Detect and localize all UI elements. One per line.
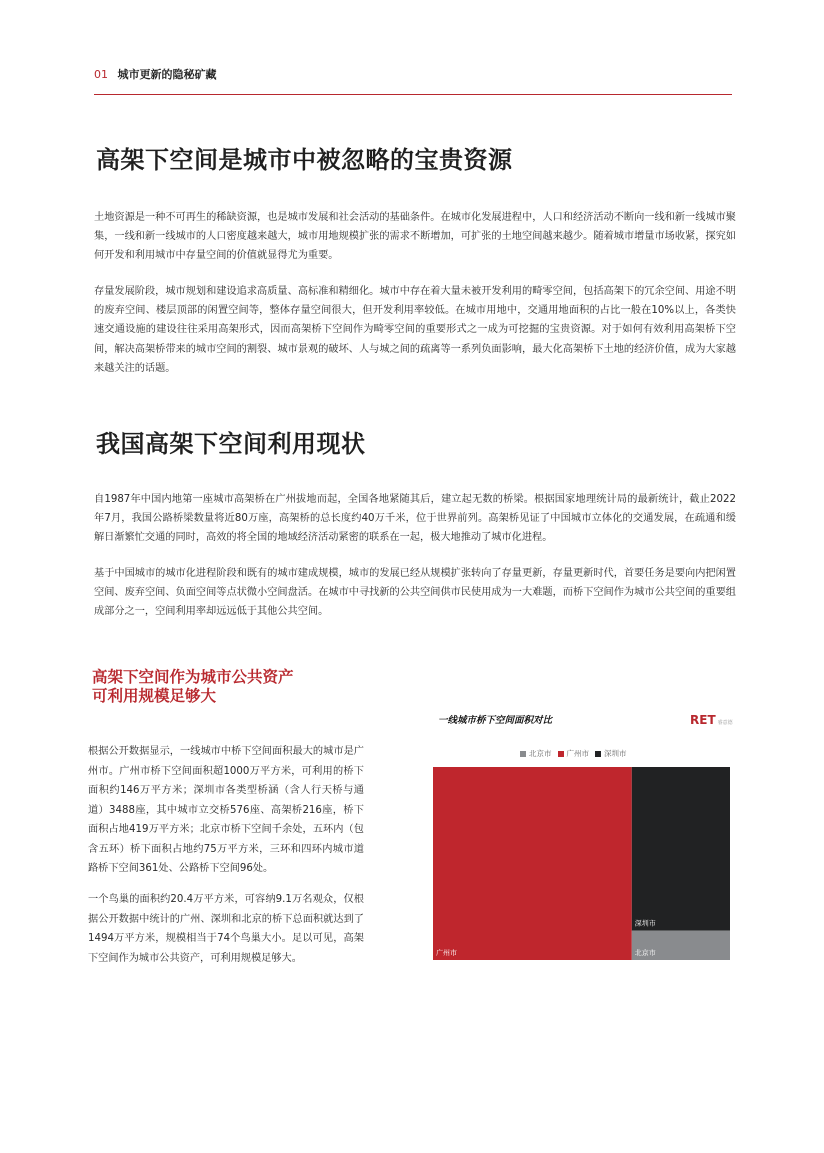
paragraph: 一个鸟巢的面积约20.4万平方米，可容纳9.1万名观众，仅根据公开数据中统计的广州、深圳和北京的桥下总面积就达到了1494万平方米，规模相当于74个鸟巢大小。足以可见，高架下空间作为城市公共资产，可利用规模足够大。 — [88, 894, 364, 964]
logo-subtext: 睿意德 — [717, 720, 733, 726]
logo-text: RET — [690, 713, 716, 727]
subheading-line-1: 高架下空间作为城市公共资产 — [92, 668, 294, 686]
treemap-cell — [433, 767, 632, 960]
legend-swatch — [520, 751, 526, 757]
legend-label: 深圳市 — [604, 749, 627, 758]
section-number: 01 — [94, 68, 108, 81]
paragraph: 土地资源是一种不可再生的稀缺资源，也是城市发展和社会活动的基础条件。在城市化发展进程中，人口和经济活动不断向一线和新一线城市聚集，一线和新一线城市的人口密度越来越大，城市用地规模扩张的需求不断增加，可扩张的土地空间越来越少。随着城市增量市场收紧，探究如何开发和利用城市中存量空间的价值就显得尤为重要。 — [94, 212, 736, 262]
paragraph: 存量发展阶段，城市规划和建设追求高质量、高标准和精细化。城市中存在着大量未被开发利用的畸零空间，包括高架下的冗余空间、用途不明的废弃空间、楼层顶部的闲置空间等，整体存量空间很大，但开发利用率较低。在城市用地中，交通用地面积的占比一般在10%以上，各类快速交通设施的建设往往采用高架形式，因而高架桥下空间作为畸零空间的重要形式之一成为可挖掘的宝贵资源。对于如何有效利用高架桥下空间，解决高架桥带来的城市空间的割裂、城市景观的破坏、人与城之间的疏离等一系列负面影响，最大化高架桥下土地的经济价值，成为大家越来越关注的话题。 — [94, 286, 736, 374]
treemap-chart — [433, 767, 730, 960]
chart-legend — [520, 748, 627, 759]
legend-swatch — [595, 751, 601, 757]
legend-item-beijing — [520, 748, 552, 759]
paragraph: 根据公开数据显示，一线城市中桥下空间面积最大的城市是广州市。广州市桥下空间面积超1000万平方米，可利用的桥下面积约146万平方米；深圳市各类型桥涵（含人行天桥与通道）3488座，其中城市立交桥576座、高架桥216座，桥下面积占地419万平方米；北京市桥下空间千余处，五环内（包含五环）桥下面积占地约75万平方米，三环和四环内城市道路桥下空间361处、公路桥下空间96处。 — [88, 746, 364, 874]
treemap-cell — [632, 767, 730, 931]
paragraph: 自1987年中国内地第一座城市高架桥在广州拔地而起，全国各地紧随其后，建立起无数的桥梁。根据国家地理统计局的最新统计，截止2022年7月，我国公路桥梁数量将近80万座，高架桥的总长度约40万千米，位于世界前列。高架桥见证了中国城市立体化的交通发展，在疏通和缓解日渐繁忙交通的同时，高效的将全国的地域经济活动紧密的联系在一起，极大地推动了城市化进程。 — [94, 494, 736, 544]
header-divider — [94, 94, 732, 95]
legend-item-guangzhou — [558, 748, 590, 759]
paragraph: 基于中国城市的城市化进程阶段和既有的城市建成规模，城市的发展已经从规模扩张转向了存量更新，存量更新时代，首要任务是要向内把闲置空间、废弃空间、负面空间等点状微小空间盘活。在城市中寻找新的公共空间供市民使用成为一大难题，而桥下空间作为城市公共空间的重要组成部分之一，空间利用率却远远低于其他公共空间。 — [94, 568, 736, 618]
ret-logo — [690, 713, 733, 727]
heading-utilization-status: 我国高架下空间利用现状 — [96, 430, 366, 458]
subheading-public-asset — [92, 668, 294, 706]
legend-label: 广州市 — [566, 749, 589, 758]
section-header — [94, 66, 217, 82]
legend-label: 北京市 — [529, 749, 552, 758]
legend-swatch — [558, 751, 564, 757]
treemap-cell-label: 广州市 — [436, 949, 457, 957]
heading-valuable-resource: 高架下空间是城市中被忽略的宝贵资源 — [96, 146, 513, 174]
legend-item-shenzhen — [595, 748, 627, 759]
chart-title: 一线城市桥下空间面积对比 — [438, 715, 553, 726]
treemap-cell-label: 深圳市 — [634, 919, 656, 928]
treemap-cell-label: 北京市 — [634, 949, 656, 957]
section-title: 城市更新的隐秘矿藏 — [117, 68, 217, 81]
subheading-line-2: 可利用规模足够大 — [92, 687, 217, 705]
